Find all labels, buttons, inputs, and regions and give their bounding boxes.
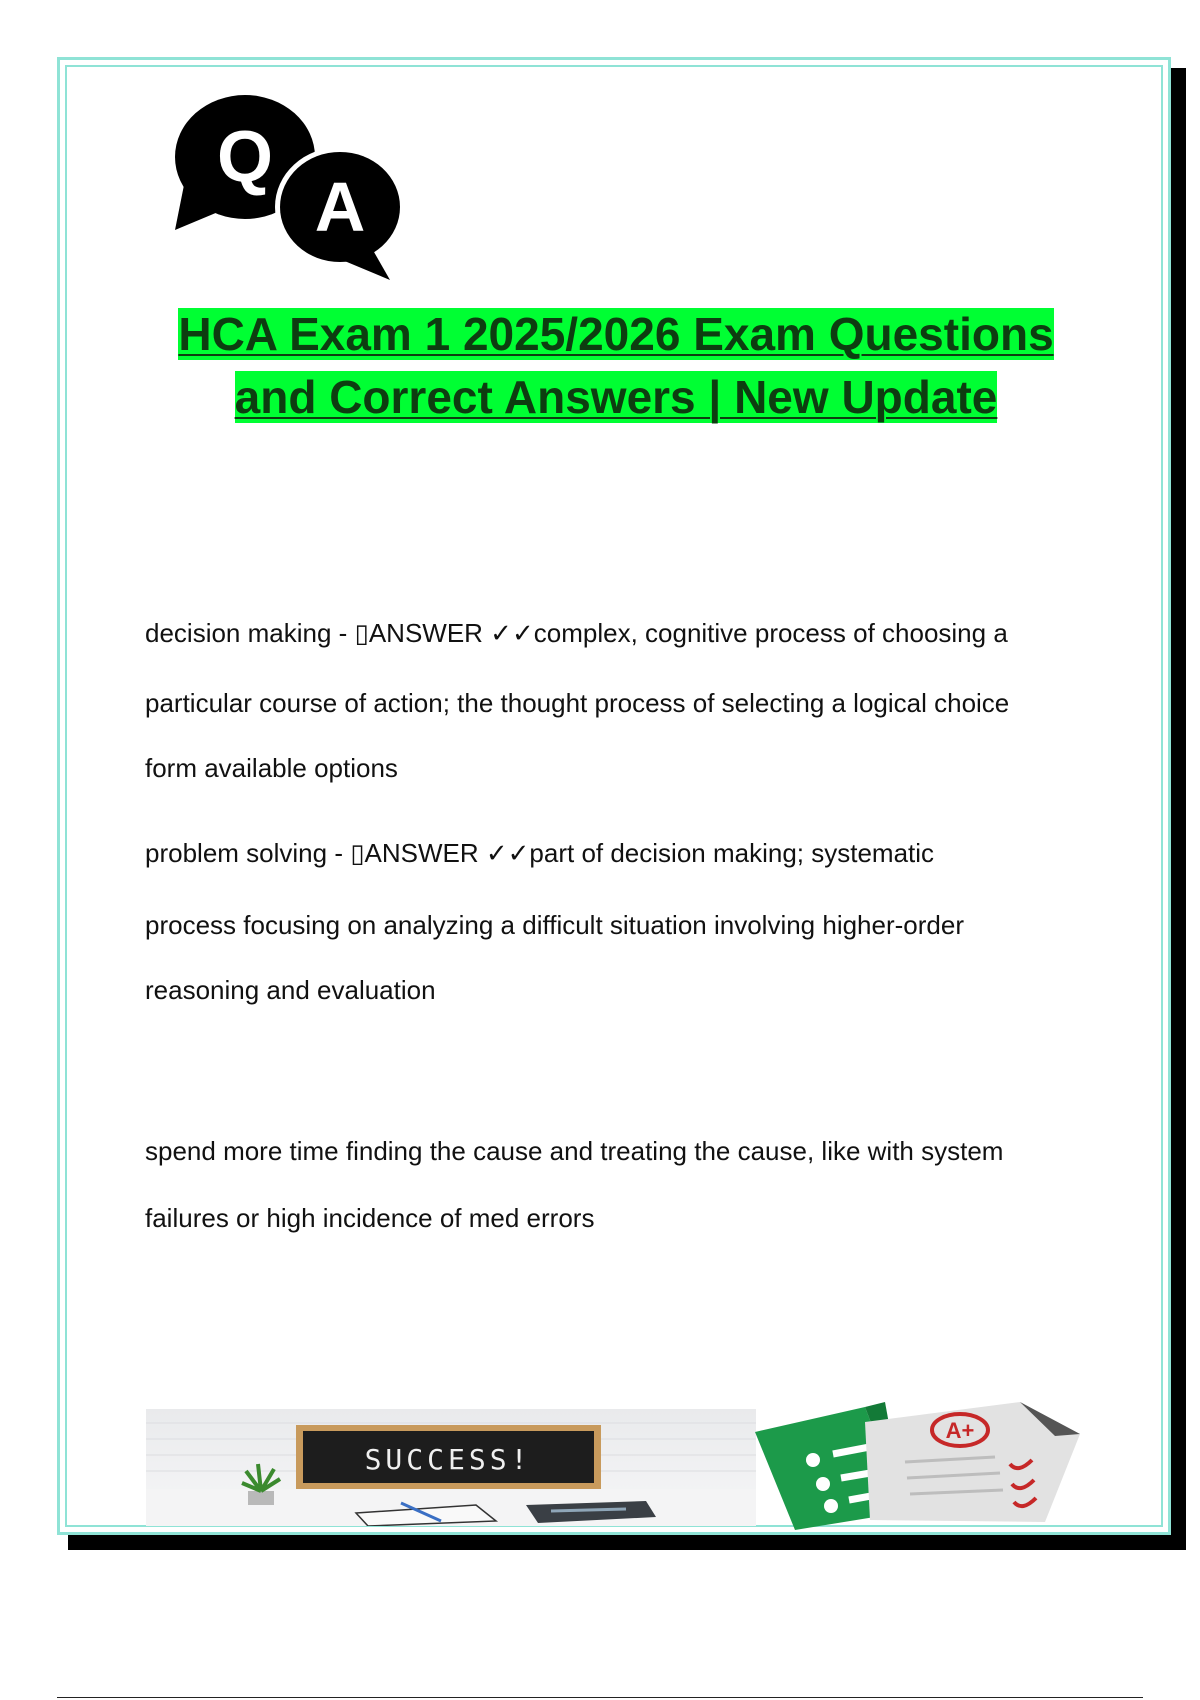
a-letter: A — [314, 168, 366, 246]
footer-rule — [57, 1697, 1143, 1698]
qa-speech-bubbles-icon — [175, 95, 435, 285]
success-banner-image — [146, 1409, 756, 1526]
grade-text: A+ — [945, 1418, 975, 1443]
page-title — [100, 303, 1132, 429]
entry-decision-making-line-1: decision making - ▯ANSWER ✓✓complex, cognitive process of choosing a — [145, 618, 1008, 648]
grade-paper-icon — [865, 1402, 1080, 1522]
a-bubble — [275, 147, 405, 280]
entry-problem-solving-line-1: problem solving - ▯ANSWER ✓✓part of decision making; systematic — [145, 838, 935, 868]
success-sign — [296, 1425, 601, 1489]
q-letter: Q — [216, 117, 274, 197]
entry-decision-making-line-3: form available options — [145, 753, 398, 783]
entry-problem-solving-line-2: process focusing on analyzing a difficult situation involving higher-order — [145, 910, 964, 940]
title-line-1: HCA Exam 1 2025/2026 Exam Questions — [178, 308, 1054, 360]
entry-decision-making-line-2: particular course of action; the thought process of selecting a logical choice — [145, 688, 1010, 718]
entry-cause-line-2: failures or high incidence of med errors — [145, 1203, 595, 1233]
entry-problem-solving-line-3: reasoning and evaluation — [145, 975, 436, 1005]
title-line-2: and Correct Answers | New Update — [234, 371, 998, 423]
entry-cause-line-1: spend more time finding the cause and treating the cause, like with system — [145, 1136, 1004, 1166]
graded-document-icons — [755, 1402, 1095, 1532]
success-sign-text: SUCCESS! — [364, 1443, 532, 1476]
